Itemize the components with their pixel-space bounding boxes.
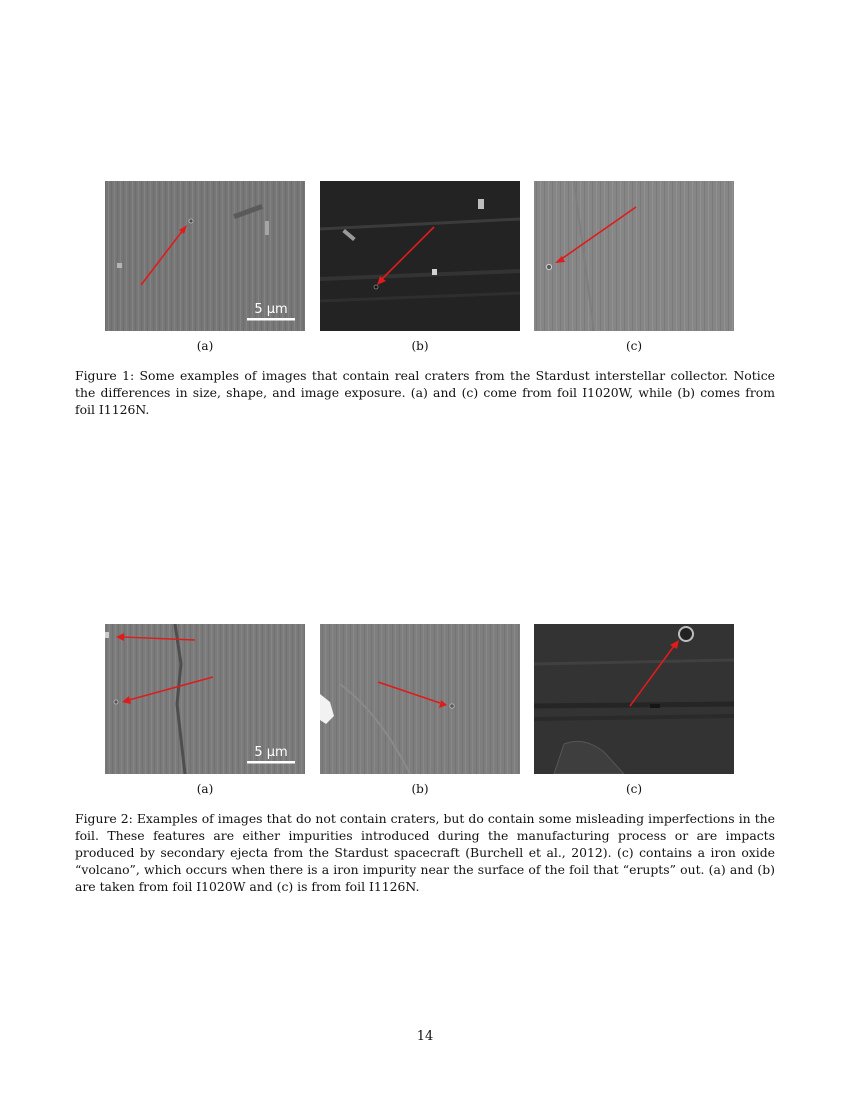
figure-1-panel-b (320, 181, 520, 331)
sem-image (105, 624, 305, 774)
page-number: 14 (416, 1029, 434, 1044)
figure-1-panel-a (105, 181, 305, 331)
sem-image (534, 624, 734, 774)
figure-2-label-c: (c) (625, 782, 643, 796)
foil-surface (534, 181, 734, 331)
figure-2-panel-b (320, 624, 520, 774)
iron-oxide-volcano (679, 627, 693, 641)
figure-1-label-a: (a) (196, 339, 214, 353)
foil-surface (320, 181, 520, 331)
foil-surface (320, 624, 520, 774)
surface-debris (105, 632, 109, 638)
scale-bar-label: 5 µm (254, 302, 288, 317)
crater (189, 219, 193, 223)
figure-1-caption: Figure 1: Some examples of images that contain real craters from the Stardust interstellar collector. Notice the differences in size, shape, and image exposure. (a) and (c) come from foil I1020W, while (b) comes from foil I1126N. (75, 368, 775, 417)
figure-2-label-a: (a) (196, 782, 214, 796)
impurity (114, 700, 118, 704)
sem-image (534, 181, 734, 331)
surface-debris (117, 263, 122, 268)
sem-image (320, 624, 520, 774)
figure-1-label-b: (b) (411, 339, 429, 353)
figure-1-label-c: (c) (625, 339, 643, 353)
crater (546, 264, 551, 269)
surface-debris (432, 269, 437, 275)
scale-bar-label: 5 µm (254, 745, 288, 760)
surface-debris (478, 199, 484, 209)
figure-2-caption: Figure 2: Examples of images that do not contain craters, but do contain some misleading imperfections in the foil. These features are either impurities introduced during the manufacturing process or are impacts produced by secondary ejecta from the Stardust spacecraft (Burchell et al., 2012). (c) contains a iron oxide “volcano”, which occurs when there is a iron impurity near the surface of the foil that “erupts” out. (a) and (b) are taken from foil I1020W and (c) is from foil I1126N. (75, 811, 775, 894)
impurity (450, 704, 454, 708)
figure-2-panel-c (534, 624, 734, 774)
sem-image (320, 181, 520, 331)
surface-debris (265, 221, 269, 235)
sem-image (105, 181, 305, 331)
surface-debris (650, 704, 660, 708)
crater (374, 285, 378, 289)
figure-2-panel-a (105, 624, 305, 774)
figure-1-panel-c (534, 181, 734, 331)
figure-2-label-b: (b) (411, 782, 429, 796)
scale-bar (247, 761, 295, 764)
scale-bar (247, 318, 295, 321)
